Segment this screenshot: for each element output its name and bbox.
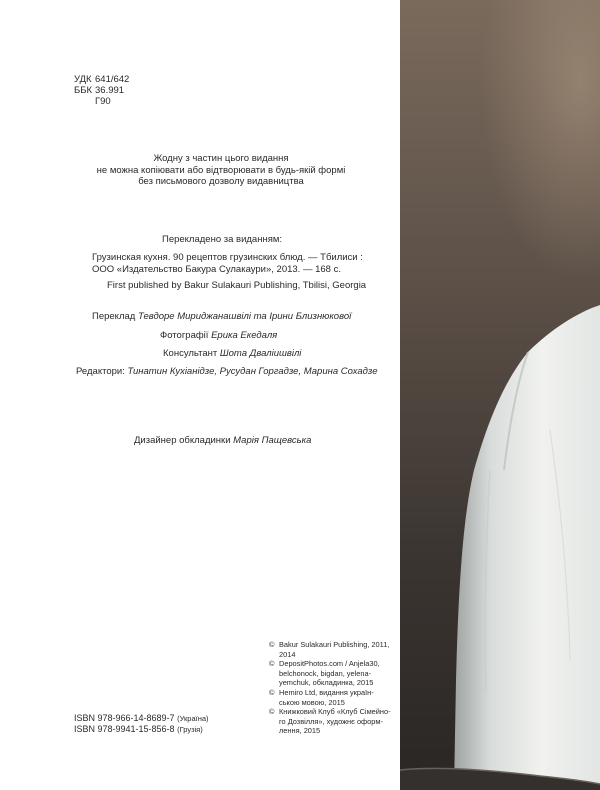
author-sign-label (74, 96, 95, 107)
copyright-line: го Дозвілля», художнє оформ- (279, 716, 383, 726)
chef-photo (400, 0, 600, 790)
udk-label: УДК (74, 74, 92, 85)
credit-role: Переклад (92, 311, 136, 322)
isbn-country: (Грузія) (177, 725, 203, 734)
bbk-value: 36.991 (95, 85, 125, 96)
credit-names: Марія Пащевська (233, 435, 312, 446)
credit-role: Фотографії (160, 330, 209, 341)
copyright-symbol: © (269, 640, 275, 649)
isbn-number: ISBN 978-9941-15-856-8 (74, 724, 175, 734)
credit-role: Консультант (163, 348, 218, 359)
udk-value: 641/642 (95, 74, 130, 85)
cover-designer-credit (134, 435, 311, 446)
copyright-item (269, 640, 397, 659)
isbn-block (74, 713, 209, 735)
author-sign-row (74, 96, 129, 107)
translated-from-heading: Перекладено за виданням: (161, 234, 283, 245)
editors-credit (76, 366, 377, 377)
copyright-line: belchonock, bigdan, yelena- (279, 668, 372, 678)
copyright-symbol: © (269, 707, 275, 717)
copyright-line: 2014 (279, 649, 296, 659)
udk-row (74, 74, 129, 85)
classification-codes (74, 74, 129, 107)
chef-photo-image (400, 0, 600, 790)
copyright-line: yemchuk, обкладинка, 2015 (279, 678, 374, 688)
isbn-number: ISBN 978-966-14-8689-7 (74, 713, 175, 723)
credit-role: Редактори: (76, 366, 125, 377)
credit-names: Тевдоре Мириджанашвілі та Ірини Близнюкової (137, 311, 352, 322)
copyright-line: ською мовою, 2015 (279, 697, 345, 707)
photos-credit (160, 330, 277, 341)
copyright-item (269, 688, 397, 707)
original-edition-ru (92, 252, 384, 275)
author-sign-value: Г90 (95, 96, 111, 107)
copyright-line: Hemiro Ltd, видання україн- (279, 687, 374, 697)
original-line: ООО «Издательство Бакура Сулакаури», 2013. — 168 с. (92, 263, 341, 275)
credit-names: Тинатин Кухіанідзе, Русудан Горгадзе, Марина Сохадзе (127, 366, 378, 377)
copyright-notices (269, 640, 397, 736)
credit-role: Дизайнер обкладинки (134, 435, 231, 446)
isbn-country: (Україна) (177, 714, 209, 723)
bbk-label: ББК (74, 85, 93, 96)
original-edition-en: First published by Bakur Sulakauri Publishing, Tbilisi, Georgia (107, 280, 367, 291)
rights-line: не можна копіювати або відтворювати в будь-якій формі (96, 164, 346, 176)
rights-line: без письмового дозволу видавництва (138, 176, 304, 187)
copyright-line: Bakur Sulakauri Publishing, 2011, (279, 640, 390, 649)
credit-names: Ерика Екедаля (211, 330, 278, 341)
original-line: Грузинская кухня. 90 рецептов грузинских блюд. — Тбилиси : (92, 252, 363, 263)
bbk-row (74, 85, 129, 96)
copyright-item (269, 707, 397, 736)
copyright-line: Книжковий Клуб «Клуб Сімейно- (279, 707, 391, 717)
copyright-symbol: © (269, 687, 275, 697)
translation-credit (92, 311, 351, 322)
consultant-credit (163, 348, 301, 359)
credit-names: Шота Дваліишвілі (219, 348, 302, 359)
copyright-symbol: © (269, 659, 275, 669)
copyright-line: лення, 2015 (279, 726, 321, 736)
isbn-line (74, 724, 209, 735)
isbn-line (74, 713, 209, 724)
rights-notice (90, 153, 352, 188)
rights-line: Жодну з частин цього видання (153, 153, 289, 164)
copyright-line: DepositPhotos.com / Anjela30, (279, 659, 380, 669)
copyright-item (269, 659, 397, 688)
